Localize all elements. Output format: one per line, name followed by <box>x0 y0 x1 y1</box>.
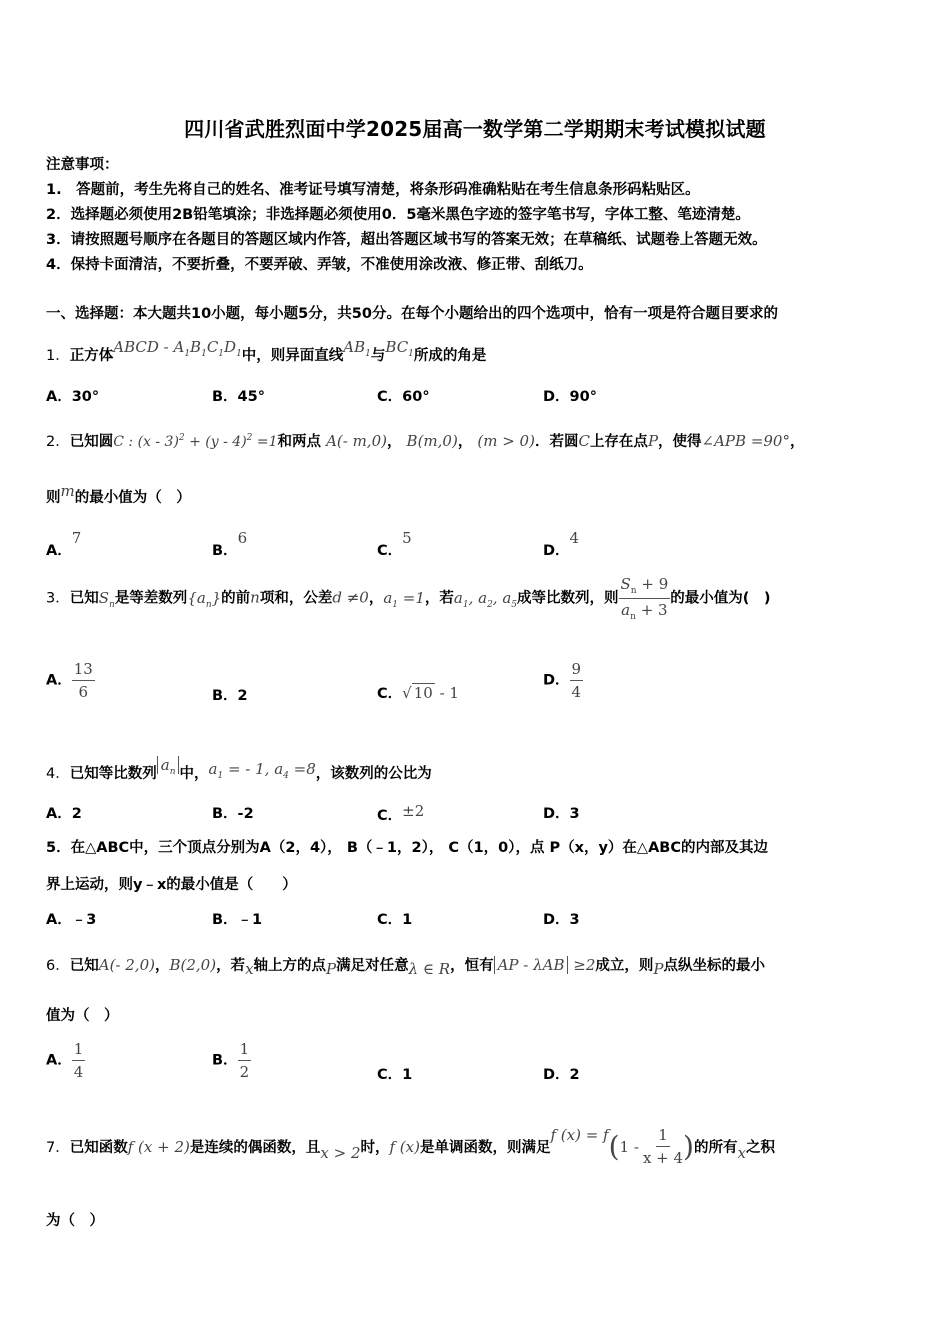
q6-option-b[interactable]: B． $\frac{1}{2}$ <box>212 1040 250 1081</box>
math-angle: ∠APB =90° <box>701 432 790 450</box>
q2-option-a[interactable]: A．7 <box>46 529 82 559</box>
q4-option-d[interactable]: D．3 <box>543 806 580 822</box>
notes-item-1: 1. 答题前，考生先将自己的姓名、准考证号填写清楚，将条形码准确粘贴在考生信息条形码粘贴区。 <box>46 182 700 198</box>
q1-option-b[interactable]: B．45° <box>212 389 265 405</box>
question-6-line-2: 值为（ ） <box>46 1008 119 1024</box>
q6-option-c[interactable]: C．1 <box>377 1067 413 1083</box>
q3-option-c[interactable]: C．√ 10 - 1 <box>377 684 459 702</box>
math-circle: C : (x - 3)$^2$ + (y - 4)$^2$ =1 <box>113 433 278 450</box>
q6-option-a[interactable]: A． $\frac{1}{4}$ <box>46 1040 84 1081</box>
question-3: 3．已知$S_n$是等差数列$\{a_n\}$的前n项和，公差d ≠0，$a_1 =1$，若$a_1$, $a_2$, $a_5$成等比数列，则 $\frac{S_n + 9}{a_n + 3}$ 的最小值为( ) <box>46 575 771 622</box>
question-7: 7． 已知函数 f (x + 2) 是连续的偶函数，且 x > 2 时， f (x) 是单调函数，则满足 f (x) = f ( 1 - $\frac{1}{x + 4}$ ) 的所有 x 之积 <box>46 1125 775 1167</box>
math-point-a: A(- m,0) <box>326 432 387 450</box>
math-ab1: $AB_1$ <box>343 338 371 359</box>
q3-option-a[interactable]: A． $\frac{13}{6}$ <box>46 660 93 701</box>
notes-item-4: 4．保持卡面清洁，不要折叠，不要弄破、弄皱，不准使用涂改液、修正带、刮纸刀。 <box>46 257 593 273</box>
q6-option-d[interactable]: D．2 <box>543 1067 580 1083</box>
q1-option-c[interactable]: C．60° <box>377 389 430 405</box>
question-5: 5．在△ABC中，三个顶点分别为A（2，4）， B（﹣1，2）， C（1，0），点 P（x，y）在△ABC的内部及其边 <box>46 840 768 856</box>
question-1: 1．正方体ABCD - $A_1B_1C_1D_1$中，则异面直线$AB_1$与$BC_1$所成的角是 <box>46 338 487 364</box>
q3-option-d[interactable]: D． $\frac{9}{4}$ <box>543 660 582 701</box>
q5-option-b[interactable]: B．﹣1 <box>212 912 263 928</box>
notes-item-2: 2．选择题必须使用2B铅笔填涂；非选择题必须使用0．5毫米黑色字迹的签字笔书写，字体工整、笔迹清楚。 <box>46 207 750 223</box>
question-number: 1． <box>46 348 70 364</box>
math-point-b: B(m,0) <box>406 432 458 450</box>
q1-option-d[interactable]: D．90° <box>543 389 597 405</box>
question-4: 4．已知等比数列 $a_n$ 中，$a_1$ = - 1, $a_4 =8$，该数列的公比为 <box>46 756 432 782</box>
q5-option-c[interactable]: C．1 <box>377 912 413 928</box>
question-7-line-2: 为（ ） <box>46 1213 104 1229</box>
q5-option-d[interactable]: D．3 <box>543 912 580 928</box>
notes-item-3: 3．请按照题号顺序在各题目的答题区域内作答，超出答题区域书写的答案无效；在草稿纸、试题卷上答题无效。 <box>46 232 767 248</box>
q4-option-a[interactable]: A．2 <box>46 806 82 822</box>
page-title: 四川省武胜烈面中学2025届高一数学第二学期期末考试模拟试题 <box>184 117 766 141</box>
question-5-line-2: 界上运动，则y﹣x的最小值是（ ） <box>46 877 297 893</box>
math-m-positive: (m > 0) <box>477 432 535 450</box>
q4-option-c[interactable]: C．±2 <box>377 802 425 824</box>
math-cube: ABCD - $A_1B_1C_1D_1$ <box>113 338 242 359</box>
q1-option-a[interactable]: A．30° <box>46 389 100 405</box>
question-2: 2．已知圆C : (x - 3)$^2$ + (y - 4)$^2$ =1和两点 A(- m,0)， B(m,0)， (m > 0)．若圆C上存在点P，使得∠APB =90°， <box>46 432 805 450</box>
question-2-line-2: 则m的最小值为（ ） <box>46 482 191 506</box>
q2-option-c[interactable]: C．5 <box>377 529 412 559</box>
math-bc1: $BC_1$ <box>385 338 414 359</box>
math-fraction: $\frac{S_n + 9}{a_n + 3}$ <box>620 575 669 622</box>
section-heading: 一、选择题：本大题共10小题，每小题5分，共50分。在每个小题给出的四个选项中，恰有一项是符合题目要求的 <box>46 306 778 322</box>
q2-option-b[interactable]: B．6 <box>212 529 248 559</box>
q3-option-b[interactable]: B．2 <box>212 688 248 704</box>
q4-option-b[interactable]: B．-2 <box>212 806 254 822</box>
question-6: 6．已知A(- 2,0)，B(2,0)，若x轴上方的点P满足对任意λ ∈ R，恒有 AP - λAB ≥2成立，则P点纵坐标的最小 <box>46 956 765 978</box>
q2-option-d[interactable]: D．4 <box>543 529 580 559</box>
notes-heading: 注意事项： <box>46 157 119 173</box>
q5-option-a[interactable]: A．﹣3 <box>46 912 97 928</box>
